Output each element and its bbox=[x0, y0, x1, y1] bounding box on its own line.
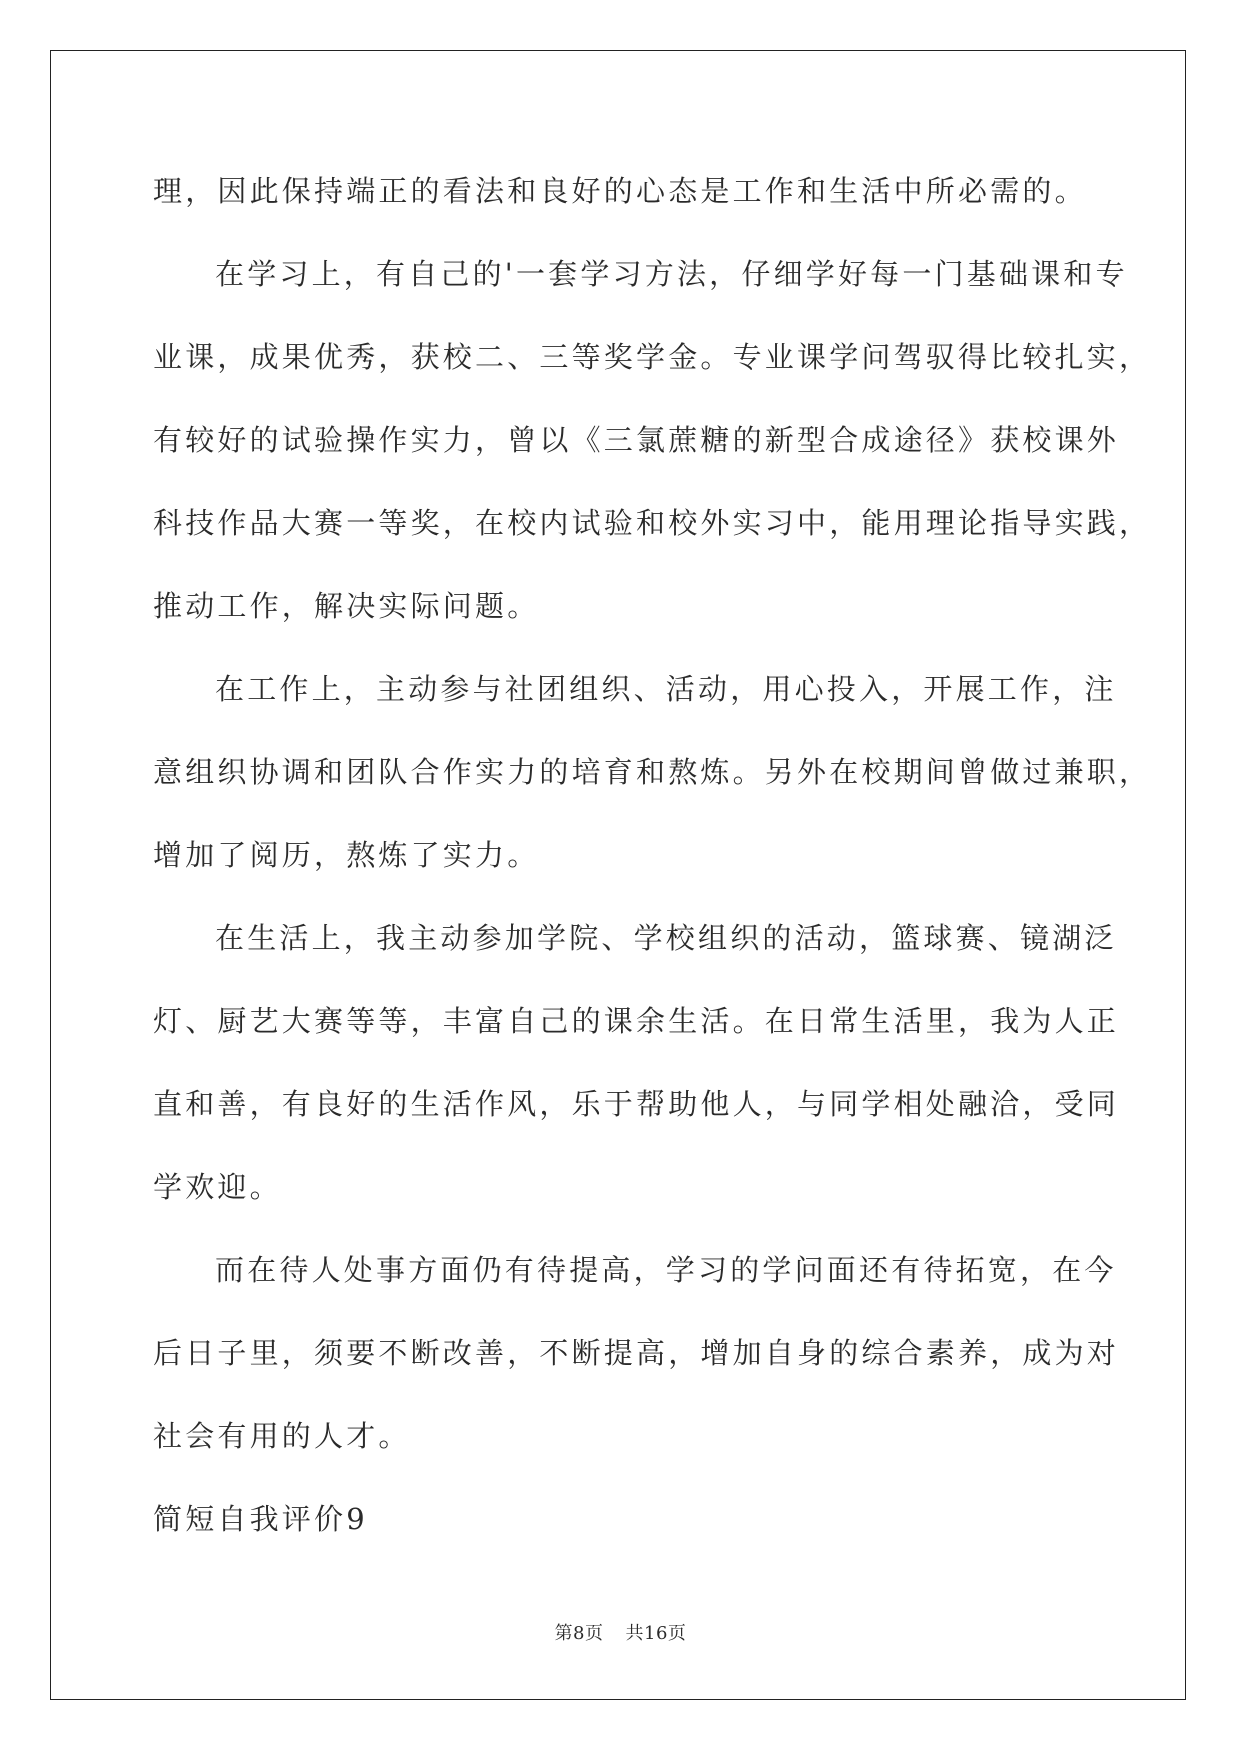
paragraph-line: 增加了阅历，熬炼了实力。 bbox=[153, 838, 540, 872]
paragraph-line: 业课，成果优秀，获校二、三等奖学金。专业课学问驾驭得比较扎实， bbox=[153, 340, 1152, 374]
paragraph-line: 理，因此保持端正的看法和良好的心态是工作和生活中所必需的。 bbox=[153, 174, 1087, 208]
paragraph-line: 灯、厨艺大赛等等，丰富自己的课余生活。在日常生活里，我为人正 bbox=[153, 1004, 1120, 1038]
page-number-current: 第8页 bbox=[554, 1623, 604, 1644]
paragraph-line: 在工作上，主动参与社团组织、活动，用心投入，开展工作，注 bbox=[215, 672, 1117, 706]
paragraph-line: 科技作品大赛一等奖，在校内试验和校外实习中，能用理论指导实践， bbox=[153, 506, 1152, 540]
section-heading: 简短自我评价9 bbox=[153, 1502, 368, 1536]
paragraph-line: 而在待人处事方面仍有待提高，学习的学问面还有待拓宽，在今 bbox=[215, 1253, 1117, 1287]
paragraph-line: 社会有用的人才。 bbox=[153, 1419, 411, 1453]
page-number-total: 共16页 bbox=[625, 1623, 687, 1644]
paragraph-line: 直和善，有良好的生活作风，乐于帮助他人，与同学相处融洽，受同 bbox=[153, 1087, 1120, 1121]
paragraph-line: 后日子里，须要不断改善，不断提高，增加自身的综合素养，成为对 bbox=[153, 1336, 1120, 1370]
paragraph-line: 有较好的试验操作实力，曾以《三氯蔗糖的新型合成途径》获校课外 bbox=[153, 423, 1120, 457]
paragraph-line: 推动工作，解决实际问题。 bbox=[153, 589, 540, 623]
paragraph-line: 学欢迎。 bbox=[153, 1170, 282, 1204]
page-footer bbox=[0, 1619, 1241, 1645]
paragraph-line: 在生活上，我主动参加学院、学校组织的活动，篮球赛、镜湖泛 bbox=[215, 921, 1117, 955]
paragraph-line: 意组织协调和团队合作实力的培育和熬炼。另外在校期间曾做过兼职， bbox=[153, 755, 1152, 789]
paragraph-line: 在学习上，有自己的'一套学习方法，仔细学好每一门基础课和专 bbox=[215, 257, 1128, 291]
document-body bbox=[153, 162, 1152, 1573]
